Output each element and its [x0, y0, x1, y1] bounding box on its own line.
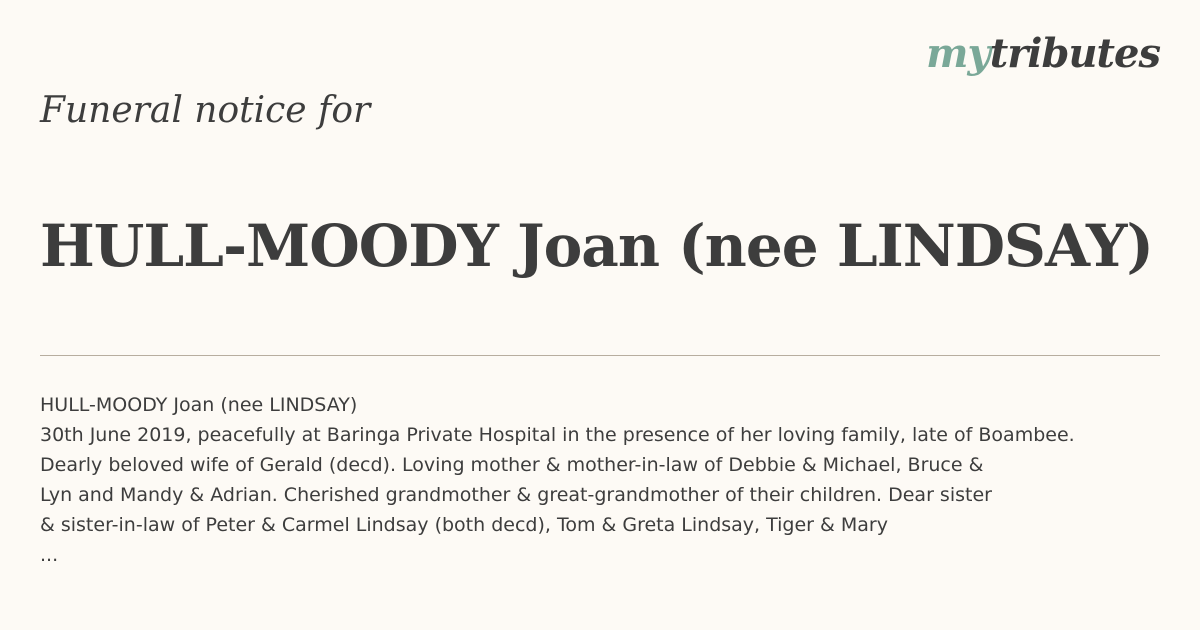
logo-my: my — [926, 30, 990, 77]
notice-line: Lyn and Mandy & Adrian. Cherished grandmother & great-grandmother of their children. Dear sister — [40, 484, 992, 506]
mytributes-logo[interactable] — [926, 30, 1160, 77]
notice-line: & sister-in-law of Peter & Carmel Lindsay (both decd), Tom & Greta Lindsay, Tiger & Mary — [40, 514, 888, 536]
page-subtitle: Funeral notice for — [40, 90, 371, 131]
deceased-name: HULL-MOODY Joan (nee LINDSAY) — [40, 212, 1153, 280]
logo-tributes: tributes — [989, 30, 1160, 77]
notice-text — [40, 390, 1160, 570]
notice-line: HULL-MOODY Joan (nee LINDSAY) — [40, 394, 358, 416]
divider — [40, 355, 1160, 356]
notice-ellipsis: ... — [40, 544, 59, 566]
notice-line: Dearly beloved wife of Gerald (decd). Loving mother & mother-in-law of Debbie & Michael, Bruce & — [40, 454, 984, 476]
notice-line: 30th June 2019, peacefully at Baringa Private Hospital in the presence of her loving family, late of Boambee. — [40, 424, 1075, 446]
